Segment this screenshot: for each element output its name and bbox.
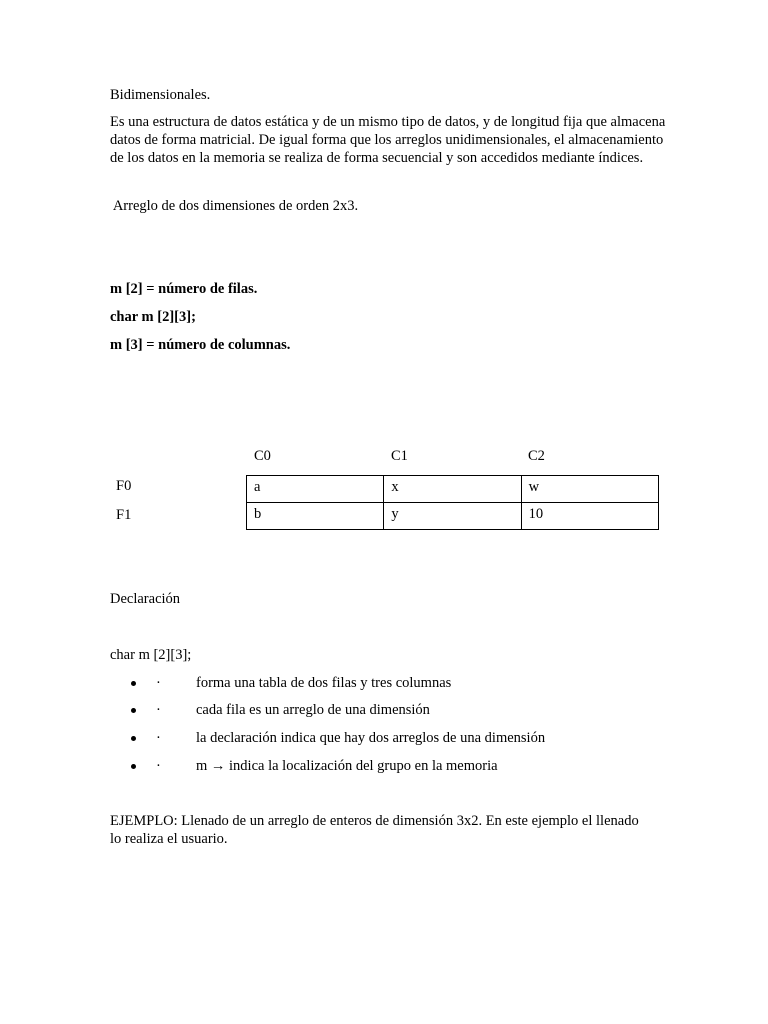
matrix-row	[247, 476, 659, 503]
column-header-c0: C0	[254, 448, 271, 464]
matrix-cell: x	[384, 476, 521, 503]
bullet-item: cada fila es un arreglo de una dimensión	[196, 702, 430, 718]
declaration-code: char m [2][3];	[110, 647, 192, 663]
example-paragraph: EJEMPLO: Llenado de un arreglo de enteros de dimensión 3x2. En este ejemplo el llenado lo realiza el usuario.	[110, 813, 639, 847]
bullet-icon	[131, 731, 139, 739]
bullet-marker: ·	[156, 702, 161, 718]
intro-paragraph: Es una estructura de datos estática y de un mismo tipo de datos, y de longitud fija que almacena datos de forma matricial. De igual forma que los arreglos unidimensionales, el almacenamiento de los datos en la memoria se realiza de forma secuencial y son accedidos mediante índices.	[110, 114, 666, 166]
bullet-icon	[131, 676, 139, 684]
bullet-icon	[131, 703, 139, 711]
matrix-row	[247, 503, 659, 530]
bullet-marker: ·	[156, 675, 161, 691]
matrix-cell: y	[384, 503, 521, 530]
column-header-c2: C2	[528, 448, 545, 464]
column-header-c1: C1	[391, 448, 408, 464]
matrix-cell: a	[247, 476, 384, 503]
matrix-table	[246, 475, 659, 530]
row-header-f0: F0	[116, 478, 132, 494]
row-header-f1: F1	[116, 507, 132, 523]
code-line-rows: m [2] = número de filas.	[110, 281, 258, 297]
section-heading: Bidimensionales.	[110, 87, 211, 103]
bullet-item: m → indica la localización del grupo en la memoria	[196, 758, 498, 774]
code-line-columns: m [3] = número de columnas.	[110, 337, 291, 353]
matrix-cell: 10	[521, 503, 658, 530]
declaration-title: Declaración	[110, 591, 181, 607]
bullet-marker: ·	[156, 758, 161, 774]
code-line-declaration: char m [2][3];	[110, 309, 196, 325]
order-description: Arreglo de dos dimensiones de orden 2x3.	[110, 198, 359, 214]
bullet-item: la declaración indica que hay dos arreglos de una dimensión	[196, 730, 546, 746]
bullet-item: forma una tabla de dos filas y tres columnas	[196, 675, 452, 691]
bullet-marker: ·	[156, 730, 161, 746]
matrix-cell: w	[521, 476, 658, 503]
bullet-icon	[131, 759, 139, 767]
matrix-cell: b	[247, 503, 384, 530]
